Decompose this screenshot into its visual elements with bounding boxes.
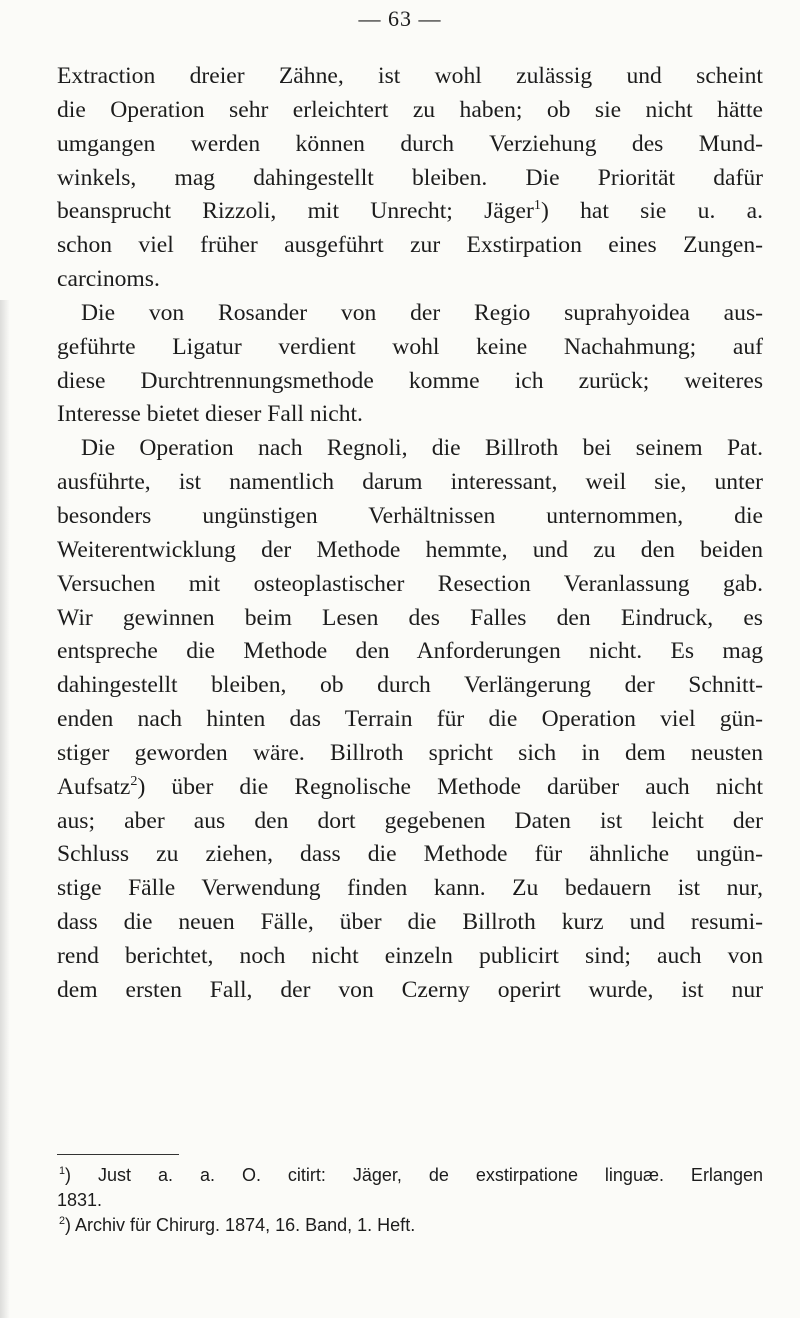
text-line: beansprucht Rizzoli, mit Unrecht; Jäger$^1$) hat sie u. a.: [57, 197, 763, 225]
footnote-ref-2: 2: [130, 772, 138, 789]
main-text: [57, 60, 763, 1008]
text-line: Aufsatz$^2$) über die Regnolische Methode darüber auch nicht: [57, 772, 763, 800]
text-line: dem ersten Fall, der von Czerny operirt wurde, ist nur: [57, 976, 763, 1003]
footnotes: [57, 1163, 763, 1238]
text-line: winkels, mag dahingestellt bleiben. Die Priorität dafür: [57, 164, 763, 191]
text-line: stige Fälle Verwendung finden kann. Zu bedauern ist nur,: [57, 875, 763, 902]
text-line: Die Operation nach Regnoli, die Billroth bei seinem Pat.: [81, 435, 763, 462]
text-line: rend berichtet, noch nicht einzeln publicirt sind; auch von: [57, 942, 763, 969]
text-line: ausführte, ist namentlich darum interessant, weil sie, unter: [57, 469, 763, 496]
text-line: Weiterentwicklung der Methode hemmte, und zu den beiden: [57, 536, 763, 563]
text-line: dahingestellt bleiben, ob durch Verlängerung der Schnitt-: [57, 672, 763, 699]
text-line: Extraction dreier Zähne, ist wohl zulässig und scheint: [57, 63, 763, 89]
text-line: die Operation sehr erleichtert zu haben; ob sie nicht hätte: [57, 96, 763, 123]
text-line: dass die neuen Fälle, über die Billroth kurz und resumi-: [57, 909, 763, 936]
text-line: Die von Rosander von der Regio suprahyoidea aus-: [81, 299, 763, 326]
footnote-1-continuation: 1831.: [57, 1190, 103, 1210]
footnote-2: $^2$) Archiv für Chirurg. 1874, 16. Band, 1. Heft.: [59, 1215, 416, 1235]
footnote-ref-1: 1: [533, 197, 541, 214]
footnote-divider: [57, 1154, 179, 1155]
text-line: stiger geworden wäre. Billroth spricht sich in dem neusten: [57, 739, 763, 766]
text-line: enden nach hinten das Terrain für die Operation viel gün-: [57, 706, 763, 733]
text-line: Versuchen mit osteoplastischer Resection Veranlassung gab.: [57, 570, 763, 597]
text-line: Interesse bietet dieser Fall nicht.: [57, 401, 363, 428]
text-line: besonders ungünstigen Verhältnissen unternommen, die: [57, 502, 763, 529]
text-line: umgangen werden können durch Verziehung des Mund-: [57, 130, 763, 157]
page-number: — 63 —: [358, 6, 442, 31]
text-line: carcinoms.: [57, 266, 160, 293]
text-line: diese Durchtrennungsmethode komme ich zurück; weiteres: [57, 367, 763, 394]
page-edge-shadow: [0, 300, 10, 1318]
text-line: aus; aber aus den dort gegebenen Daten ist leicht der: [57, 807, 763, 834]
text-line: Schluss zu ziehen, dass die Methode für ähnliche ungün-: [57, 841, 763, 868]
text-line: entspreche die Methode den Anforderungen nicht. Es mag: [57, 638, 763, 665]
text-line: geführte Ligatur verdient wohl keine Nachahmung; auf: [57, 333, 763, 360]
text-line: schon viel früher ausgeführt zur Exstirpation eines Zungen-: [57, 232, 763, 259]
footnote-1: $^1$) Just a. a. O. citirt: Jäger, de exstirpatione linguæ. Erlangen: [59, 1165, 763, 1185]
text-line: Wir gewinnen beim Lesen des Falles den Eindruck, es: [57, 604, 763, 631]
